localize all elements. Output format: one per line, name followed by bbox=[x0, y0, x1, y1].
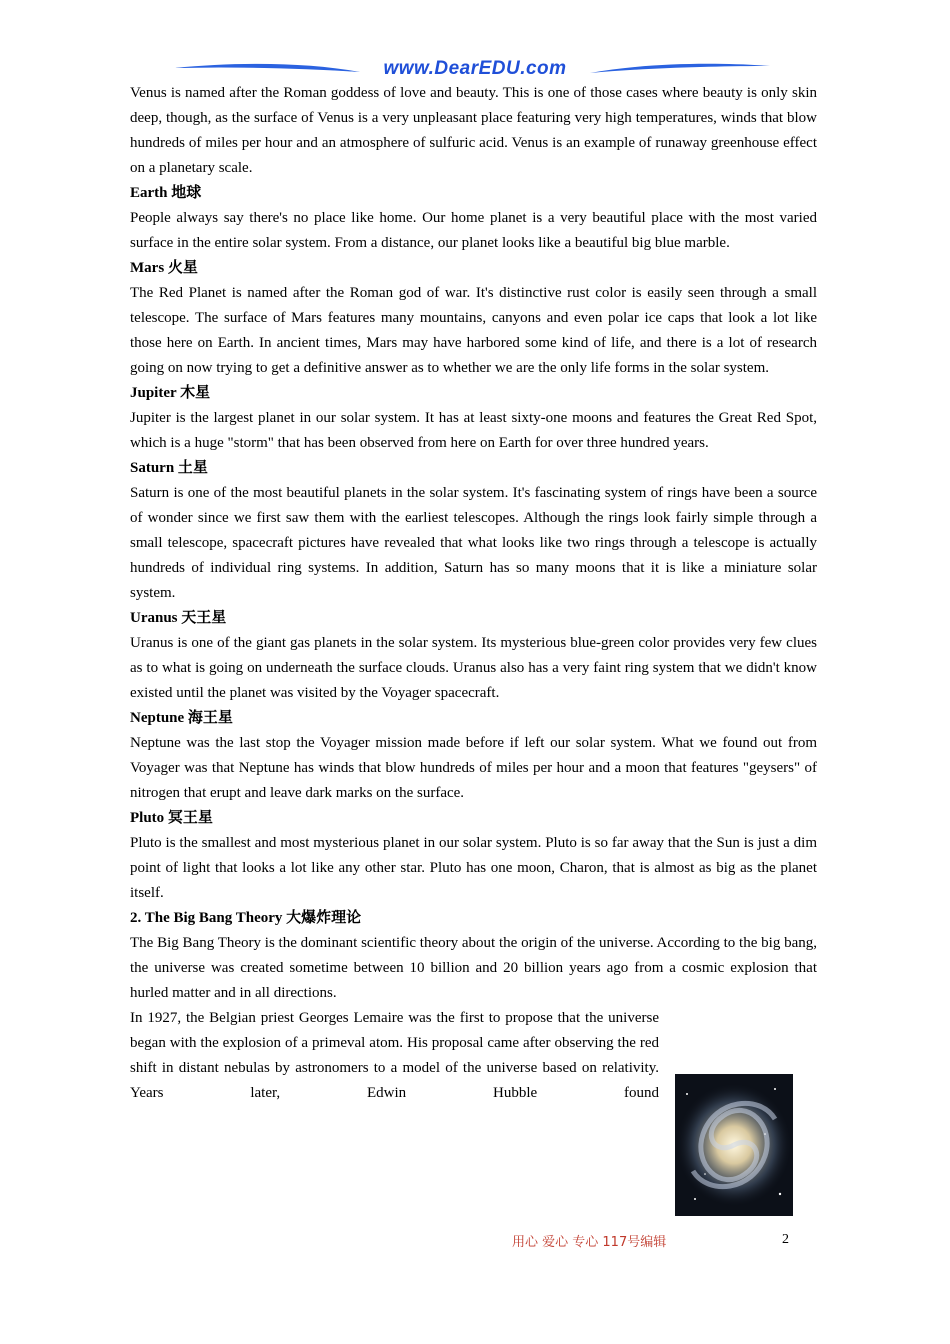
spiral-galaxy-image bbox=[675, 1074, 793, 1216]
section-heading: Neptune 海王星 bbox=[130, 710, 233, 726]
body-paragraph: Jupiter is the largest planet in our solar system. It has at least sixty-one moons and features the Great Red Spot, which is a huge "storm" that has been observed from here on Earth for over three hundred years. bbox=[130, 410, 817, 451]
body-paragraph: Neptune was the last stop the Voyager mission made before if left our solar system. What we found out from Voyager was that Neptune has winds that blow hundreds of miles per hour and a moon that features "geysers" of nitrogen that erupt and leave dark marks on the surface. bbox=[130, 735, 817, 801]
site-url[interactable]: www.DearEDU.com bbox=[383, 58, 567, 79]
footer-note: 用心 爱心 专心 117号编辑 bbox=[512, 1235, 667, 1250]
body-paragraph: Pluto is the smallest and most mysterious planet in our solar system. Pluto is so far away that the Sun is just a dim point of light that looks a lot like any other star. Pluto has one moon, Charon, that is almost as big as the planet itself. bbox=[130, 835, 817, 901]
page-number: 2 bbox=[782, 1232, 789, 1247]
body-paragraph: Venus is named after the Roman goddess of love and beauty. This is one of those cases where beauty is only skin deep, though, as the surface of Venus is a very unpleasant place featuring very high temperatures, winds that blow hundreds of miles per hour and an atmosphere of sulfuric acid. Venus is an example of runaway greenhouse effect on a planetary scale. bbox=[130, 85, 817, 176]
section-heading: Saturn 土星 bbox=[130, 460, 208, 476]
article-body bbox=[130, 81, 817, 1106]
section-heading: 2. The Big Bang Theory 大爆炸理论 bbox=[130, 910, 362, 926]
section-heading: Pluto 冥王星 bbox=[130, 810, 213, 826]
body-paragraph: People always say there's no place like home. Our home planet is a very beautiful place with the most varied surface in the entire solar system. From a distance, our planet looks like a beautiful big blue marble. bbox=[130, 210, 817, 251]
section-heading: Jupiter 木星 bbox=[130, 385, 211, 401]
body-paragraph: The Big Bang Theory is the dominant scientific theory about the origin of the universe. According to the big bang, the universe was created sometime between 10 billion and 20 billion years ago from a cosmic explosion that hurled matter and in all directions. bbox=[130, 935, 817, 1001]
body-paragraph: Uranus is one of the giant gas planets in the solar system. Its mysterious blue-green color provides very few clues as to what is going on underneath the surface clouds. Uranus also has a very faint ring system that we didn't know existed until the planet was visited by the Voyager spacecraft. bbox=[130, 635, 817, 701]
section-heading: Earth 地球 bbox=[130, 185, 202, 201]
body-paragraph: The Red Planet is named after the Roman god of war. It's distinctive rust color is easily seen through a small telescope. The surface of Mars features many mountains, canyons and even polar ice caps that look a lot like those here on Earth. In ancient times, Mars may have harbored some kind of life, and there is a lot of research going on now trying to get a definitive answer as to whether we are the only life forms in the solar system. bbox=[130, 285, 817, 376]
section-heading: Mars 火星 bbox=[130, 260, 198, 276]
section-heading: Uranus 天王星 bbox=[130, 610, 227, 626]
body-paragraph: In 1927, the Belgian priest Georges Lemaire was the first to propose that the universe began with the explosion of a primeval atom. His proposal came after observing the red shift in distant nebulas by astronomers to a model of the universe based on relativity. Years later, Edwin Hubble found bbox=[130, 1010, 659, 1101]
body-paragraph: Saturn is one of the most beautiful planets in the solar system. It's fascinating system of rings have been a source of wonder since we first saw them with the earliest telescopes. Although the rings look fairly simple through a small telescope, spacecraft pictures have revealed that what looks like two rings through a telescope is actually hundreds of individual ring systems. In addition, Saturn has so many moons that it is like a miniature solar system. bbox=[130, 485, 817, 601]
